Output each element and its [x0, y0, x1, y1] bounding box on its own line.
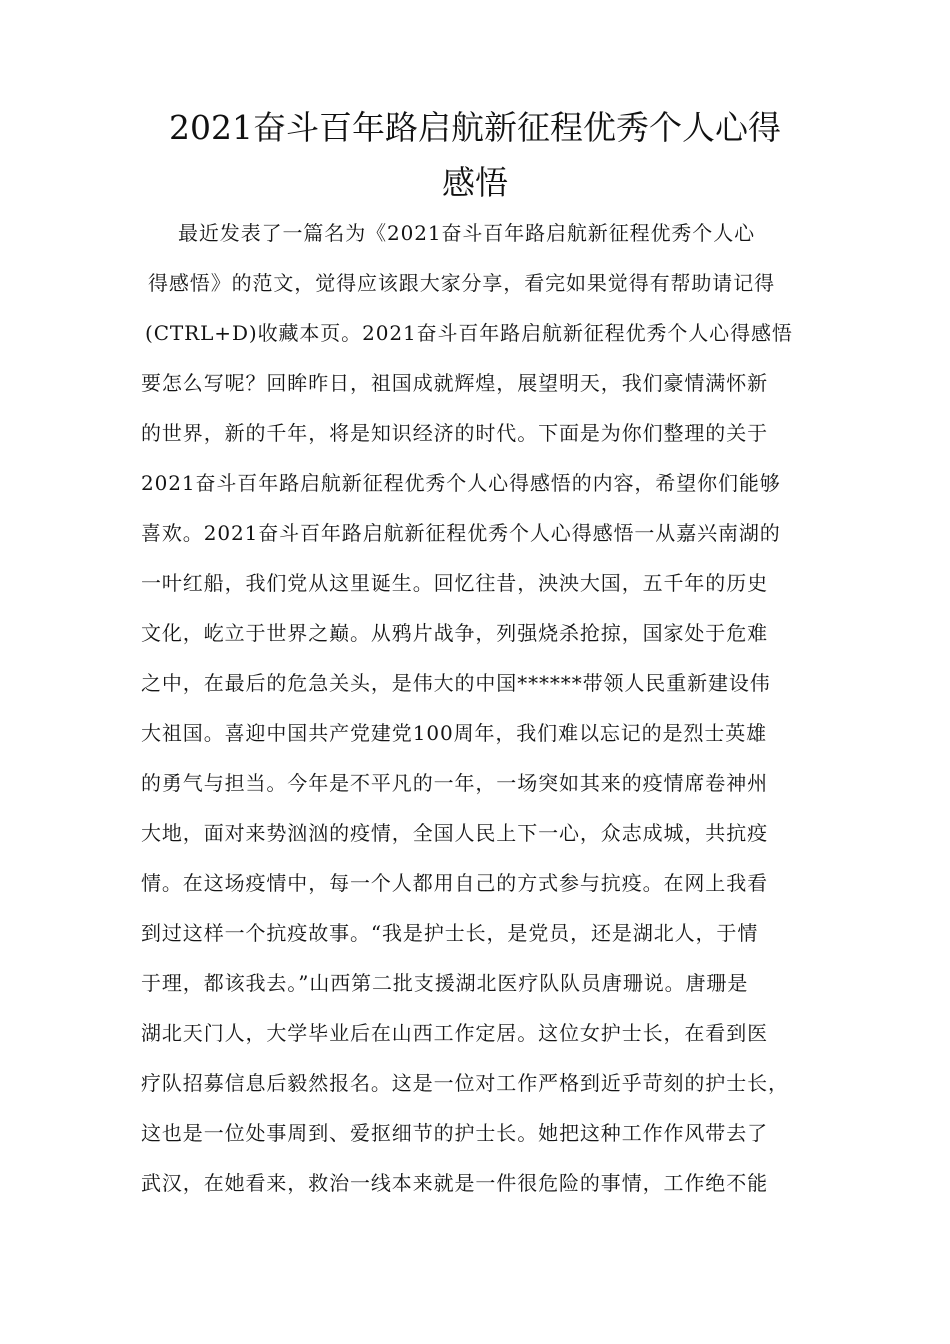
body-line-18: 疗队招募信息后毅然报名。这是一位对工作严格到近乎苛刻的护士长，	[141, 1071, 789, 1095]
body-line-12: 的勇气与担当。今年是不平凡的一年，一场突如其来的疫情席卷神州	[141, 771, 768, 795]
body-line-17: 湖北天门人，大学毕业后在山西工作定居。这位女护士长，在看到医	[141, 1021, 768, 1045]
body-line-13: 大地，面对来势汹汹的疫情，全国人民上下一心，众志成城，共抗疫	[141, 821, 768, 845]
body-line-2: 得感悟》的范文，觉得应该跟大家分享，看完如果觉得有帮助请记得	[148, 271, 775, 295]
body-line-16: 于理，都该我去。”山西第二批支援湖北医疗队队员唐珊说。唐珊是	[141, 971, 749, 995]
body-line-10: 之中，在最后的危急关头，是伟大的中国******带领人民重新建设伟	[141, 671, 771, 695]
body-line-14: 情。在这场疫情中，每一个人都用自己的方式参与抗疫。在网上我看	[141, 871, 768, 895]
body-line-7: 喜欢。2021奋斗百年路启航新征程优秀个人心得感悟一从嘉兴南湖的	[141, 521, 781, 545]
body-line-8: 一叶红船，我们党从这里诞生。回忆往昔，泱泱大国，五千年的历史	[141, 571, 768, 595]
body-line-6: 2021奋斗百年路启航新征程优秀个人心得感悟的内容，希望你们能够	[141, 471, 781, 495]
body-line-15: 到过这样一个抗疫故事。“我是护士长，是党员，还是湖北人，于情	[141, 921, 759, 945]
body-line-19: 这也是一位处事周到、爱抠细节的护士长。她把这种工作作风带去了	[141, 1121, 768, 1145]
body-line-3: (CTRL+D)收藏本页。2021奋斗百年路启航新征程优秀个人心得感悟	[145, 321, 793, 345]
title-line-2: 感悟	[442, 163, 508, 202]
body-line-20: 武汉，在她看来，救治一线本来就是一件很危险的事情，工作绝不能	[141, 1171, 768, 1195]
title-line-1: 2021奋斗百年路启航新征程优秀个人心得	[169, 108, 781, 147]
body-line-9: 文化，屹立于世界之巅。从鸦片战争，列强烧杀抢掠，国家处于危难	[141, 621, 768, 645]
body-line-4: 要怎么写呢？回眸昨日，祖国成就辉煌，展望明天，我们豪情满怀新	[141, 371, 768, 395]
body-line-11: 大祖国。喜迎中国共产党建党100周年，我们难以忘记的是烈士英雄	[141, 721, 768, 745]
body-line-1: 最近发表了一篇名为《2021奋斗百年路启航新征程优秀个人心	[178, 221, 755, 245]
body-line-5: 的世界，新的千年，将是知识经济的时代。下面是为你们整理的关于	[141, 421, 768, 445]
